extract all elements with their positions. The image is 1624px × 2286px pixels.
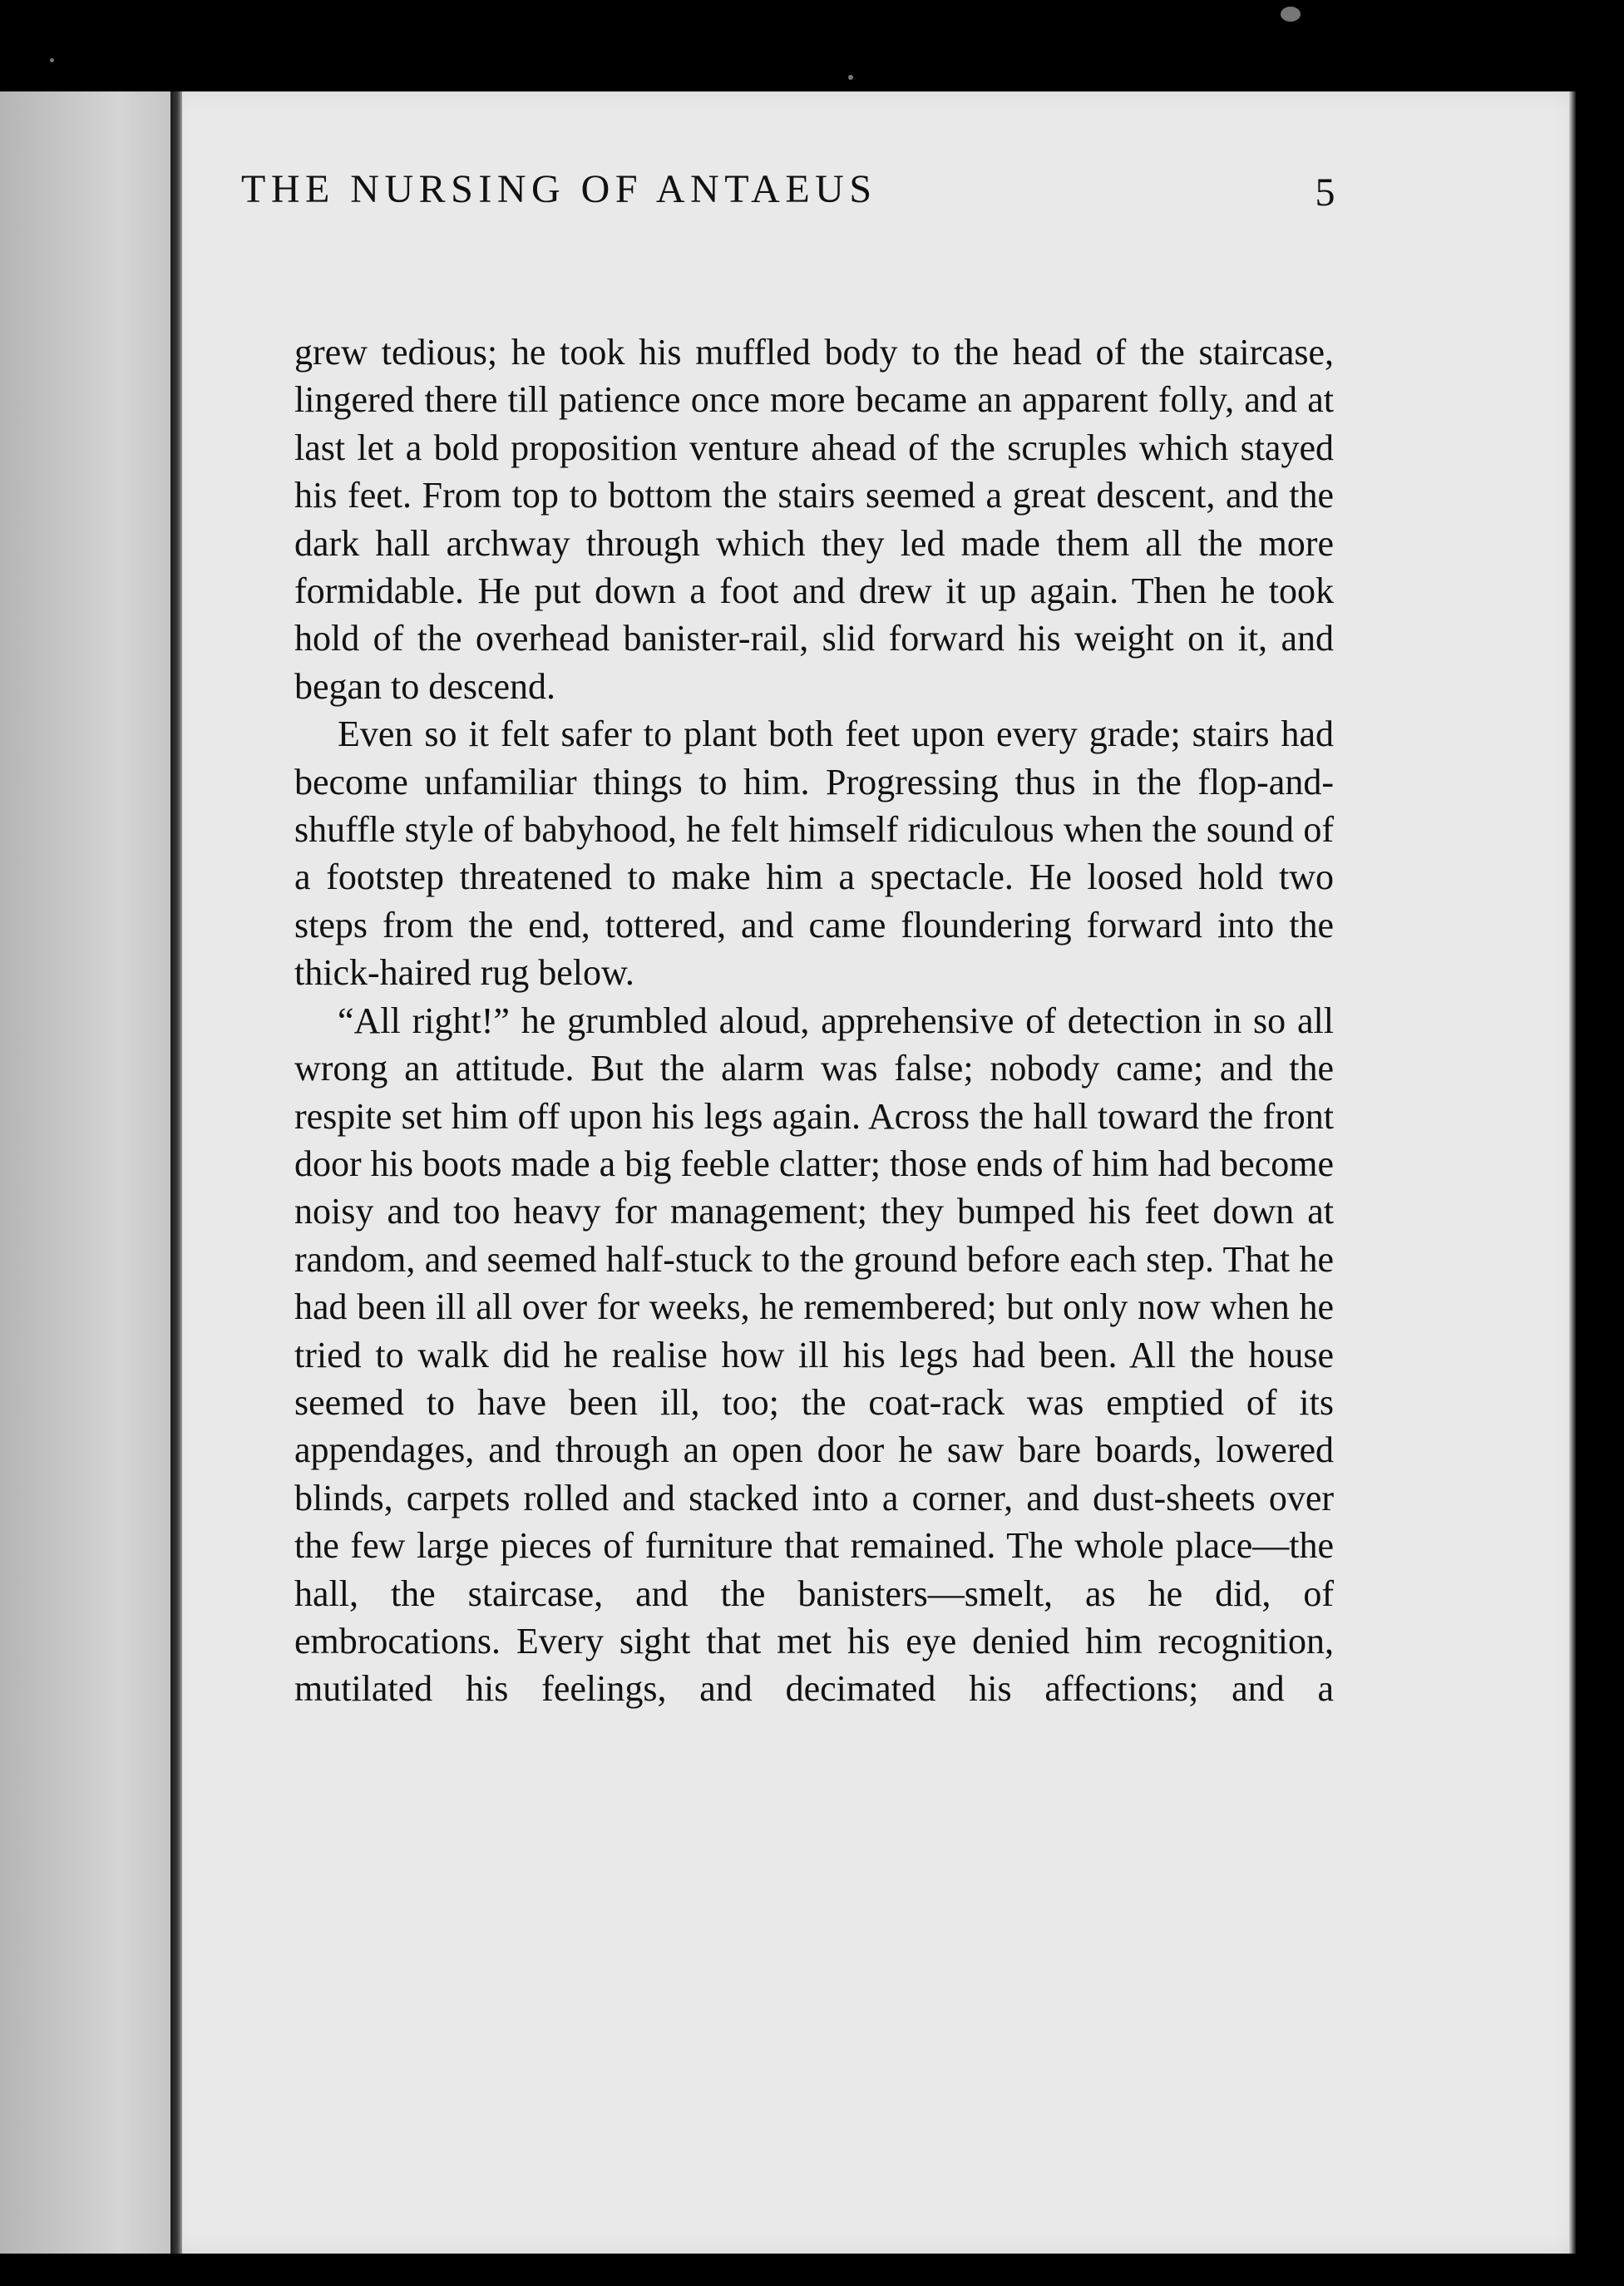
page-number: 5 (1315, 170, 1340, 215)
body-text (294, 328, 1334, 1713)
running-head: THE NURSING OF ANTAEUS (241, 167, 877, 211)
paragraph: “All right!” he grumbled aloud, apprehensive of detection in so all wrong an attitude. But the alarm was false; nobody came; and the respite set him off upon his legs again. Across the hall toward the front door his boots made a big feeble clatter; those ends of him had become noisy and too heavy for management; they bumped his feet down at random, and seemed half-stuck to the ground before each step. That he had been ill all over for weeks, he remembered; but only now when he tried to walk did he realise how ill his legs had been. All the house seemed to have been ill, too; the coat-rack was emptied of its appendages, and through an open door he saw bare boards, lowered blinds, carpets rolled and stacked into a corner, and dust-sheets over the few large pieces of furniture that remained. The whole place—the hall, the staircase, and the banisters—smelt, as he did, of embrocations. Every sight that met his eye denied him recognition, mutilated his feelings, and decimated his affections; and a (294, 1000, 1334, 1710)
scan-speck (848, 75, 853, 80)
page-header (241, 166, 1339, 225)
scan-speck (50, 58, 54, 62)
page-gutter-shadow (170, 91, 182, 2254)
paragraph: grew tedious; he took his muffled body to the head of the staircase, lingered there till patience once more became an apparent folly, and at last let a bold proposition venture ahead of the scruples which stayed his feet. From top to bottom the stairs seemed a great descent, and the dark hall archway through which they led made them all the more formidable. He put down a foot and drew it up again. Then he took hold of the overhead banister-rail, slid forward his weight on it, and began to descend. (294, 332, 1334, 707)
scan-speck (1281, 7, 1301, 22)
page-right-edge (1569, 91, 1576, 2254)
paragraph: Even so it felt safer to plant both feet upon every grade; stairs had become unfamiliar things to him. Progressing thus in the flop-and-shuffle style of babyhood, he felt himself ridiculous when the sound of a footstep threatened to make him a spectacle. He loosed hold two steps from the end, tottered, and came floundering forward into the thick-haired rug below. (294, 713, 1334, 994)
facing-page-edge (0, 91, 170, 2254)
